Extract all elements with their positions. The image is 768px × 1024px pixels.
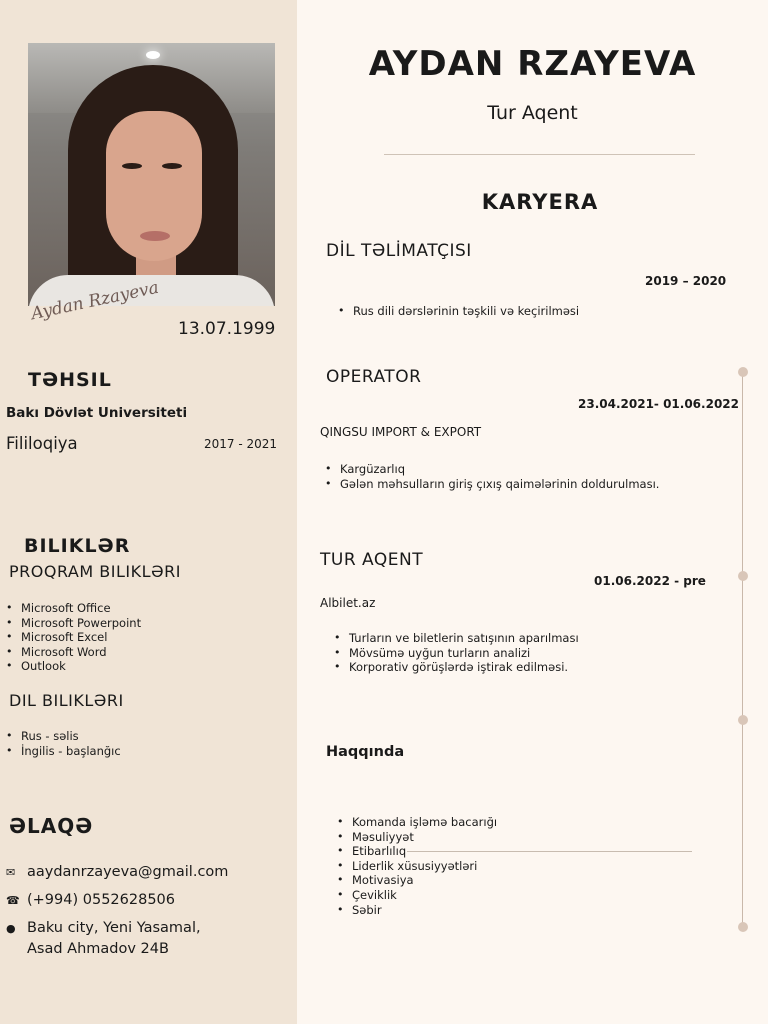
list-item: • Kargüzarlıq	[325, 462, 659, 477]
timeline-dot	[738, 715, 748, 725]
university: Bakı Dövlət Universiteti	[6, 405, 188, 421]
job-title: TUR AQENT	[320, 550, 424, 570]
profile-photo	[28, 43, 275, 306]
candidate-role: Tur Aqent	[487, 102, 578, 124]
job-tasks	[338, 304, 579, 319]
list-item: • Mövsümə uyğun turların analizi	[334, 646, 579, 661]
list-item: • İngilis - başlanğıc	[6, 744, 121, 759]
list-item: • Microsoft Powerpoint	[6, 616, 141, 631]
list-item: • Microsoft Excel	[6, 630, 141, 645]
contact-address-row	[6, 920, 201, 936]
skills-heading: BILIKLƏR	[24, 535, 131, 557]
about-list	[337, 815, 497, 917]
job-title: OPERATOR	[326, 367, 422, 387]
faculty: Fililoqiya	[6, 434, 78, 453]
language-skills-list	[6, 729, 121, 758]
timeline-dot	[738, 571, 748, 581]
timeline-line	[742, 372, 743, 928]
language-skills-heading: DIL BILIKLƏRI	[9, 691, 124, 710]
job-dates: 01.06.2022 - pre	[594, 574, 706, 588]
job-company: QINGSU IMPORT & EXPORT	[320, 425, 482, 439]
list-item: • Komanda işləmə bacarığı	[337, 815, 497, 830]
contact-email-row	[6, 864, 228, 880]
main-content	[297, 0, 768, 1024]
envelope-icon: ✉	[6, 865, 16, 879]
signature: Aydan Rzayeva	[29, 277, 161, 325]
list-item: • Rus - səlis	[6, 729, 121, 744]
location-pin-icon: ●	[6, 921, 16, 935]
program-skills-list	[6, 601, 141, 674]
list-item: • Turların ve biletlerin satışının aparılması	[334, 631, 579, 646]
job-dates: 23.04.2021- 01.06.2022	[578, 397, 739, 411]
timeline-dot	[738, 367, 748, 377]
education-heading: TƏHSIL	[28, 369, 112, 391]
address-line-1: Baku city, Yeni Yasamal,	[27, 920, 201, 936]
list-item: • Korporativ görüşlərdə iştirak edilməsi.	[334, 660, 579, 675]
email-link[interactable]: aaydanrzayeva@gmail.com	[27, 864, 229, 880]
candidate-name: AYDAN RZAYEVA	[368, 44, 697, 84]
birth-date: 13.07.1999	[178, 319, 276, 339]
job-title: DİL TƏLİMATÇISI	[326, 241, 472, 261]
address-line-2: Asad Ahmadov 24B	[27, 941, 169, 957]
phone-icon: ☎	[6, 893, 20, 907]
list-item: • Liderlik xüsusiyyətləri	[337, 859, 497, 874]
list-item: • Outlook	[6, 659, 141, 674]
job-dates: 2019 – 2020	[645, 274, 727, 288]
sidebar	[0, 0, 297, 1024]
job-tasks	[325, 462, 659, 491]
education-years: 2017 - 2021	[204, 437, 278, 451]
timeline-dot	[738, 922, 748, 932]
list-item: • Motivasiya	[337, 873, 497, 888]
list-item: • Çeviklik	[337, 888, 497, 903]
list-item: • Etibarlılıq	[337, 844, 497, 859]
job-company: Albilet.az	[320, 596, 376, 610]
list-item: • Microsoft Word	[6, 645, 141, 660]
about-heading: Haqqında	[326, 744, 405, 760]
phone-number[interactable]: (+994) 0552628506	[27, 892, 176, 908]
contact-heading: ƏLAQƏ	[9, 814, 94, 838]
list-item: • Rus dili dərslərinin təşkili və keçirilməsi	[338, 304, 579, 319]
list-item: • Səbir	[337, 903, 497, 918]
list-item: • Gələn məhsulların giriş çıxış qaimələrinin doldurulması.	[325, 477, 659, 492]
contact-phone-row	[6, 892, 175, 908]
career-heading: KARYERA	[481, 190, 599, 214]
list-item: • Məsuliyyət	[337, 830, 497, 845]
header-divider	[384, 154, 695, 155]
program-skills-heading: PROQRAM BILIKLƏRI	[9, 562, 181, 581]
job-tasks	[334, 631, 579, 675]
list-item: • Microsoft Office	[6, 601, 141, 616]
